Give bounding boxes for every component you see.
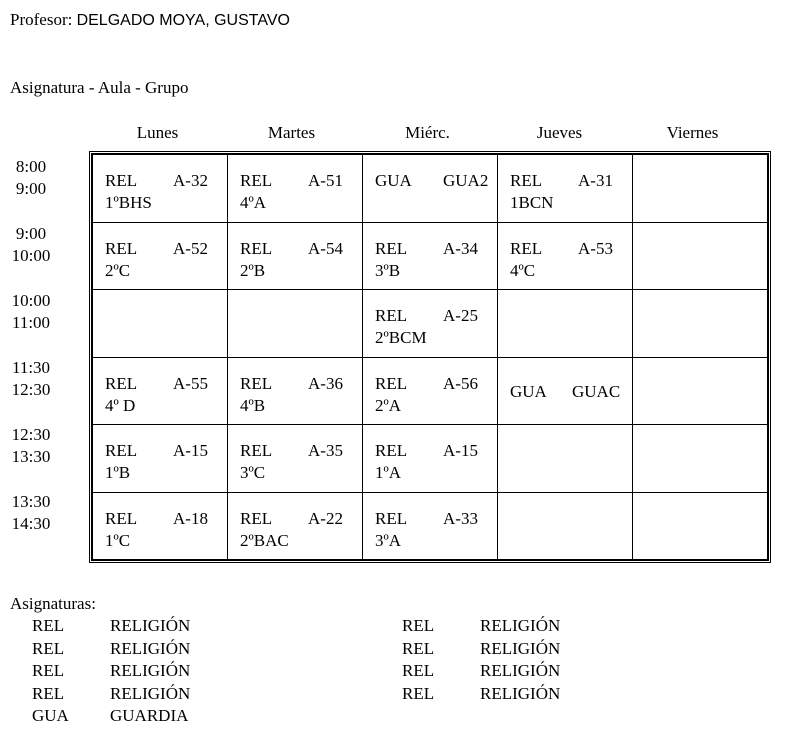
group-code: 3ºA bbox=[375, 530, 402, 550]
group-code: 4ºA bbox=[240, 193, 267, 212]
group-code: 1ºA bbox=[375, 463, 402, 482]
schedule-cell bbox=[93, 492, 228, 560]
schedule-cell bbox=[633, 155, 768, 223]
subject-code: REL bbox=[105, 171, 138, 190]
schedule-row bbox=[93, 357, 768, 425]
group-code: 1ºBHS bbox=[105, 193, 152, 212]
legend-code: REL bbox=[402, 616, 435, 635]
schedule-cell bbox=[633, 222, 768, 290]
day-headers bbox=[90, 123, 768, 145]
time-start: 12:30 bbox=[11, 425, 51, 444]
room-code: GUAC bbox=[572, 381, 621, 401]
schedule-cell bbox=[363, 155, 498, 223]
time-slot bbox=[0, 406, 90, 473]
schedule-row bbox=[93, 425, 768, 493]
schedule-cell bbox=[363, 290, 498, 358]
subject-code: REL bbox=[105, 373, 138, 393]
schedule-cell bbox=[498, 155, 633, 223]
schedule-row bbox=[93, 155, 768, 223]
subject-code: REL bbox=[375, 508, 408, 528]
subject-code: REL bbox=[240, 373, 273, 393]
group-code: 4º D bbox=[105, 395, 136, 415]
room-code: A-34 bbox=[443, 238, 478, 258]
room-code: A-15 bbox=[173, 441, 208, 460]
group-code: 4ºC bbox=[510, 260, 536, 280]
time-end: 14:30 bbox=[11, 514, 51, 533]
group-code: 4ºB bbox=[240, 395, 266, 415]
schedule-cell bbox=[633, 357, 768, 425]
legend-code: REL bbox=[32, 661, 65, 680]
room-code: A-15 bbox=[443, 441, 478, 460]
room-code: A-18 bbox=[173, 508, 208, 528]
schedule-cell bbox=[363, 425, 498, 493]
legend-description: RELIGIÓN bbox=[480, 616, 561, 635]
room-code: A-56 bbox=[443, 373, 478, 393]
time-slot bbox=[0, 272, 90, 339]
room-code: A-35 bbox=[308, 441, 343, 460]
legend-code: REL bbox=[402, 683, 435, 703]
schedule-cell bbox=[93, 155, 228, 223]
day-header-martes: Martes bbox=[267, 123, 316, 142]
schedule-cell bbox=[228, 155, 363, 223]
schedule-cell bbox=[363, 222, 498, 290]
subject-code: REL bbox=[240, 508, 273, 528]
schedule-cell bbox=[228, 357, 363, 425]
schedule-cell bbox=[363, 492, 498, 560]
room-code: A-32 bbox=[173, 171, 208, 190]
group-code: 1ºB bbox=[105, 463, 131, 482]
time-end: 11:00 bbox=[11, 313, 51, 332]
legend-description: GUARDIA bbox=[110, 706, 189, 725]
room-code: GUA2 bbox=[443, 171, 489, 190]
schedule-cell bbox=[228, 290, 363, 358]
subject-code: REL bbox=[240, 441, 273, 460]
group-code: 3ºC bbox=[240, 463, 266, 482]
schedule-cell bbox=[498, 222, 633, 290]
time-end: 9:00 bbox=[15, 179, 47, 198]
schedule-cell bbox=[363, 357, 498, 425]
subject-code: REL bbox=[105, 238, 138, 258]
table-subtitle: Asignatura - Aula - Grupo bbox=[10, 78, 189, 97]
time-start: 13:30 bbox=[11, 492, 51, 511]
legend-description: RELIGIÓN bbox=[480, 683, 561, 703]
room-code: A-36 bbox=[308, 373, 343, 393]
day-header-jueves: Jueves bbox=[536, 123, 583, 142]
legend-description: RELIGIÓN bbox=[480, 661, 561, 680]
schedule-cell bbox=[498, 290, 633, 358]
time-start: 11:30 bbox=[11, 358, 51, 377]
group-code: 2ºBAC bbox=[240, 530, 289, 550]
schedule-table bbox=[92, 154, 768, 560]
time-slot bbox=[0, 138, 90, 205]
room-code: A-22 bbox=[308, 508, 343, 528]
group-code: 2ºB bbox=[240, 260, 266, 280]
time-end: 13:30 bbox=[11, 447, 51, 466]
profesor-line bbox=[10, 10, 290, 30]
subject-code: REL bbox=[375, 441, 408, 460]
time-end: 12:30 bbox=[11, 380, 51, 399]
day-header-lunes: Lunes bbox=[136, 123, 179, 142]
schedule-cell bbox=[633, 290, 768, 358]
room-code: A-51 bbox=[308, 171, 343, 190]
subject-code: REL bbox=[375, 373, 408, 393]
room-code: A-54 bbox=[308, 238, 343, 258]
legend-code: REL bbox=[32, 683, 65, 703]
room-code: A-25 bbox=[443, 306, 478, 325]
profesor-label: Profesor: bbox=[10, 10, 73, 29]
schedule-cell bbox=[93, 290, 228, 358]
group-code: 1BCN bbox=[510, 193, 554, 212]
schedule-cell bbox=[93, 425, 228, 493]
day-header-viernes: Viernes bbox=[666, 123, 719, 142]
time-start: 9:00 bbox=[15, 224, 47, 243]
time-slot bbox=[0, 205, 90, 272]
time-end: 10:00 bbox=[11, 246, 51, 265]
legend-code: GUA bbox=[32, 706, 69, 725]
group-code: 3ºB bbox=[375, 260, 401, 280]
legend-description: RELIGIÓN bbox=[110, 638, 191, 658]
room-code: A-55 bbox=[173, 373, 208, 393]
schedule-cell bbox=[633, 492, 768, 560]
room-code: A-31 bbox=[578, 171, 613, 190]
time-slot bbox=[0, 473, 90, 540]
schedule-cell bbox=[228, 222, 363, 290]
subject-code: REL bbox=[510, 171, 543, 190]
subject-code: REL bbox=[105, 441, 138, 460]
schedule-cell bbox=[498, 357, 633, 425]
schedule-row bbox=[93, 492, 768, 560]
schedule-cell bbox=[93, 222, 228, 290]
legend-code: REL bbox=[402, 661, 435, 680]
legend-title: Asignaturas: bbox=[10, 594, 96, 613]
subject-code: REL bbox=[240, 238, 273, 258]
time-slot bbox=[0, 339, 90, 406]
legend-description: RELIGIÓN bbox=[110, 616, 191, 635]
schedule-row bbox=[93, 290, 768, 358]
legend-description: RELIGIÓN bbox=[480, 638, 561, 658]
schedule-cell bbox=[498, 425, 633, 493]
subject-code: REL bbox=[375, 306, 408, 325]
subject-code: REL bbox=[240, 171, 273, 190]
room-code: A-52 bbox=[173, 238, 208, 258]
profesor-name: DELGADO MOYA, GUSTAVO bbox=[76, 12, 290, 29]
room-code: A-33 bbox=[443, 508, 478, 528]
subject-code: GUA bbox=[510, 381, 547, 401]
time-start: 8:00 bbox=[15, 157, 47, 176]
legend-description: RELIGIÓN bbox=[110, 683, 191, 703]
legend-description: RELIGIÓN bbox=[110, 661, 191, 680]
legend-code: REL bbox=[32, 616, 65, 635]
day-header-miercoles: Miérc. bbox=[405, 123, 450, 142]
group-code: 2ºC bbox=[105, 260, 131, 280]
schedule-cell bbox=[498, 492, 633, 560]
subject-code: REL bbox=[105, 508, 138, 528]
schedule-cell bbox=[228, 425, 363, 493]
schedule-row bbox=[93, 222, 768, 290]
room-code: A-53 bbox=[578, 238, 613, 258]
group-code: 2ºBCM bbox=[375, 328, 427, 347]
time-start: 10:00 bbox=[11, 291, 51, 310]
group-code: 1ºC bbox=[105, 530, 131, 550]
schedule-cell bbox=[93, 357, 228, 425]
schedule-cell bbox=[633, 425, 768, 493]
legend-code: REL bbox=[402, 638, 435, 658]
legend-code: REL bbox=[32, 638, 65, 658]
schedule-grid bbox=[89, 151, 771, 563]
subject-code: REL bbox=[510, 238, 543, 258]
group-code: 2ºA bbox=[375, 395, 402, 415]
schedule-cell bbox=[228, 492, 363, 560]
subject-code: GUA bbox=[375, 171, 412, 190]
subject-code: REL bbox=[375, 238, 408, 258]
